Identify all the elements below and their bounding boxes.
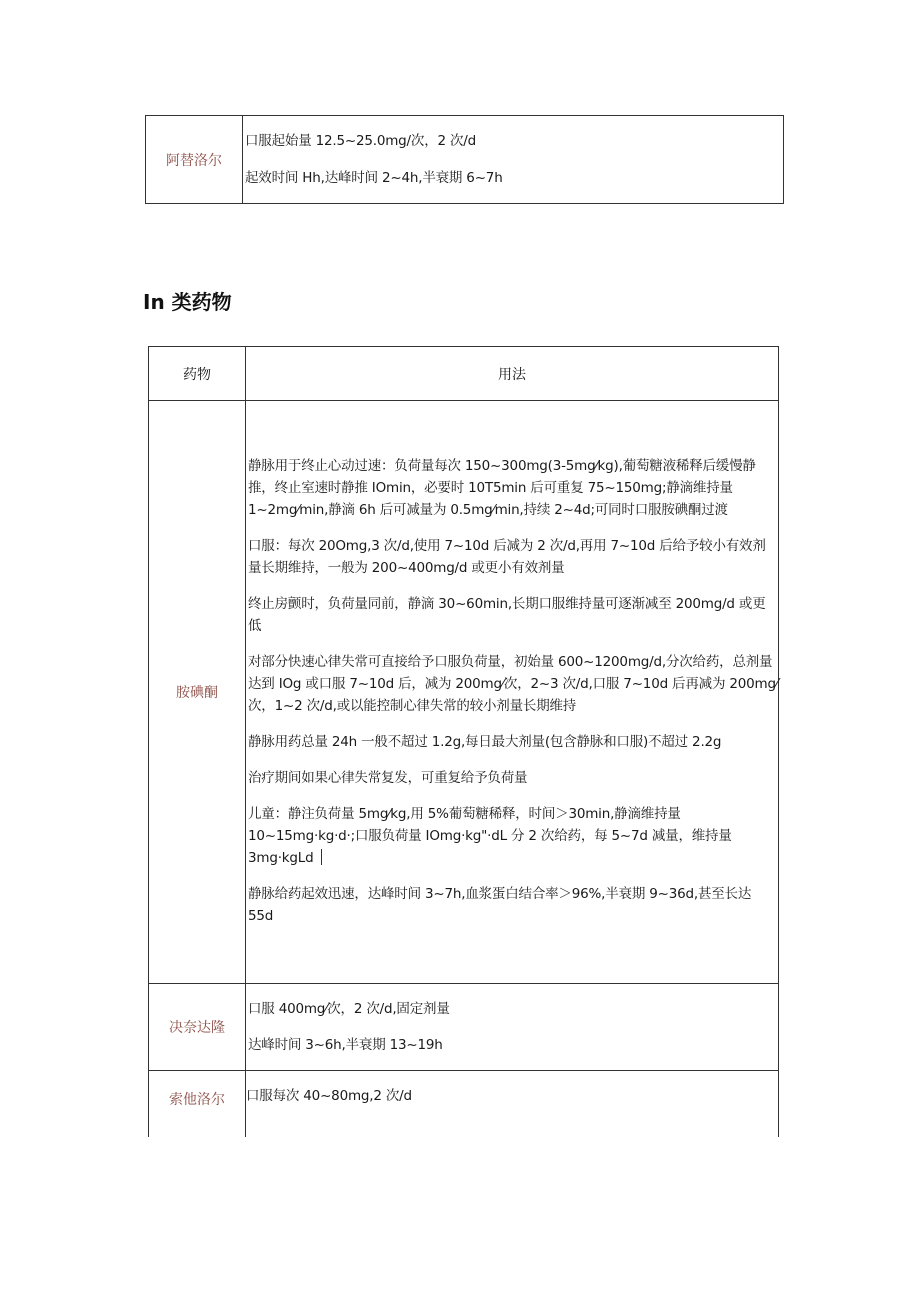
drug-name-cell: 阿替洛尔 [146,116,243,204]
usage-paragraph: 口服：每次 20Omg,3 次/d,使用 7~10d 后减为 2 次/d,再用 7~10d 后给予较小有效剂量长期维持，一般为 200~400mg/d 或更小有效剂量 [248,538,766,576]
usage-line: 起效时间 Hh,达峰时间 2~4h,半衰期 6~7h [245,170,503,186]
usage-paragraph: 静脉用药总量 24h 一般不超过 1.2g,每日最大剂量(包含静脉和口服)不超过 2.2g [248,734,722,750]
usage-paragraph: 静脉给药起效迅速，达峰时间 3~7h,血浆蛋白结合率＞96%,半衰期 9~36d,甚至长达 55d [248,886,752,924]
usage-paragraph: 对部分快速心律失常可直接给予口服负荷量，初始量 600~1200mg/d,分次给药，总剂量达到 IOg 或口服 7~10d 后，减为 200mg⁄次，2~3 次/d,口服 7~10d 后再减为 200mg⁄次，1~2 次/d,或以能控制心律失常的较小剂量长期维持 [248,654,778,714]
drug-name-cell: 胺碘酮 [149,401,246,984]
atenolol-table [145,115,784,204]
table-row [149,984,779,1071]
usage-paragraph-pediatric [248,803,778,869]
usage-paragraph: 治疗期间如果心律失常复发，可重复给予负荷量 [248,770,528,786]
column-header-usage: 用法 [246,347,779,401]
usage-cell [246,984,779,1071]
drug-name-cell: 决奈达隆 [149,984,246,1071]
usage-line: 口服每次 40~80mg,2 次/d [246,1088,412,1104]
table-row [149,401,779,984]
usage-cell [243,116,784,204]
table-row [146,116,784,204]
usage-line: 口服起始量 12.5~25.0mg/次，2 次/d [245,133,476,149]
class-three-drugs-table [148,346,779,1137]
usage-cell [246,401,779,984]
text-cursor-mark [321,849,322,865]
usage-line: 达峰时间 3~6h,半衰期 13~19h [248,1037,443,1053]
usage-paragraph: 静脉用于终止心动过速：负荷量每次 150~300mg(3-5mg⁄kg),葡萄糖液稀释后缓慢静推，终止室速时静推 IOmin，必要时 10T5min 后可重复 75~150mg;静滴维持量1~2mg⁄min,静滴 6h 后可减量为 0.5mg⁄min,持续 2~4d;可同时口服胺碘酮过渡 [248,458,756,518]
table-row [149,1071,779,1138]
usage-paragraph-text: 儿童：静注负荷量 5mg⁄kg,用 5%葡萄糖稀释，时间＞30min,静滴维持量10~15mg·kg·d·;口服负荷量 IOmg·kg"·dL 分 2 次给药，每 5~7d 减量，维持量3mg·kgLd [248,806,732,866]
usage-cell [246,1071,779,1138]
table-header-row [149,347,779,401]
usage-line: 口服 400mg⁄次，2 次/d,固定剂量 [248,1001,450,1017]
column-header-drug: 药物 [149,347,246,401]
drug-name-cell: 索他洛尔 [149,1071,246,1138]
section-heading: In 类药物 [143,290,232,314]
usage-paragraph: 终止房颤时，负荷量同前，静滴 30~60min,长期口服维持量可逐渐减至 200mg/d 或更低 [248,596,766,634]
